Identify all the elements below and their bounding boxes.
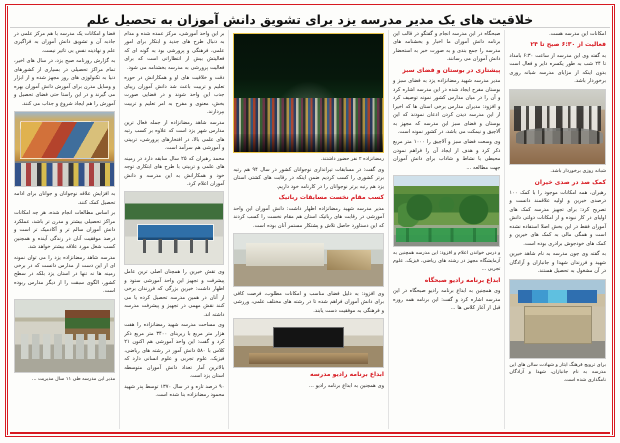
paragraph: محمد رهبران که ۲۵ سال سابقه دارد در زمینه های علمی و تربیتی با طرح های ابتکاری توجه خود و همکارانش به این مدرسه و دانش آموزان اعلام کرد. <box>124 155 225 187</box>
photo-classroom <box>233 233 384 287</box>
paragraph: به افزایش علاقه نوجوانان و جوانان برای ادامه تحصیل کمک کنند. <box>14 191 116 206</box>
paragraph: وی تقش خیرین را همچنان اصلی ترین عامل پیشرفت و تجهیز این واحد آموزشی ستود و اظهار داشت: خیرین بزرگی که فرزندان برخی از آنان در همین مدرسه تحصیل کرده یا می کنند نقش مهمی در تجهیز و پیشرفت مدرسه داشته اند. <box>124 269 225 318</box>
paragraph: وی وسعت فضای سبز و آلاچیق را ۱۰۰۰ متر مربع ذکر کرد و هدف از ایجاد آن را فراهم نمودن محیطی با نشاط و شاداب برای دانش آموزان جهت مطالعه ... <box>393 139 501 171</box>
paragraph: مدیر مدرسه شهید رمضانزاده اظهار داشت: دانش آموزان این واحد آموزشی در رقابت های رباتیک استان هم مقام نخست را کسب کردند که این دستاورد حاصل تلاش و پشتکار مستمر آنان بوده است. <box>233 205 385 229</box>
subheading: فعالیت از ۶:۳۰ صبح تا ۲۴ <box>530 41 606 49</box>
column-2 <box>388 30 504 429</box>
paragraph: بر اساس مطالعات انجام شده، هر چه امکانات مراکز تحصیلی بیشتر و مدرن تر باشد، عملکرد دانش آموزان سالم تر و آکادمیک تر است و درصد موفقیت آنان در زندگی آینده و همچنین کسب شغل مورد علاقه بیشتر خواهد شد. <box>14 210 116 251</box>
paragraph: فضا و امکانات یک مدرسه با هم مرکز علمی در جاذبه آن و تشویق دانش آموزان به فراگیری علم و نهادینه نفس بی تاثیر نیست. <box>14 31 116 54</box>
paragraph: صبحگاه در این مدرسه انجام و گفتگو در قالب این برنامه دانش آموزان ما اخبار و بخشنامه های مدرسه را جمع بندی و به صورت خبر به استحضار دانش آموزان می رسانند. <box>393 31 501 63</box>
photo-table-tennis <box>124 191 224 265</box>
photo-garden <box>393 175 500 247</box>
photo-kiosk <box>509 279 606 359</box>
photo-caption: مدیر این مدرسه طی ۱۱ سال مدیریت ... <box>31 375 116 382</box>
photo-sinks <box>509 89 606 165</box>
photo-mural-playground <box>14 111 115 187</box>
page-headline: خلاقیت های یک مدیر مدرسه یزد برای تشویق دانش آموزان به تحصیل علم <box>86 11 534 27</box>
photo-caption: رمضانزاده ۲ نفر حضور داشتند. <box>320 156 385 162</box>
article-columns <box>10 30 610 429</box>
headline-divider <box>10 27 610 28</box>
paragraph: مدیر مدرسه شهید رمضانزاده یزد به فضای سبز و بوستان مفرح ایجاد شده در این مدرسه اشاره کرد و آن را در میان مدارس کشور نمونه توصیف کرد و افزود: مدیران مدارس برخی استان ها که اخیرا از این مدرسه دیدن کردن اذعان نمودند که این بوستان و فضای سبز این مدرسه که مجهز به آلاچیق و نیمکت می باشد، در کشور نمونه است. <box>393 78 501 136</box>
paragraph: وی همچنین به ابداع برنامه رادیو صبحگاه در این مدرسه اشاره کرد و گفت: این برنامه همه روزه قبل از آغاز کلاس ها ... <box>393 288 501 312</box>
subheading: کمک صد در صدی خیران <box>534 178 606 186</box>
subheading: پیشتازی در بوستان و فضای سبز <box>402 66 501 74</box>
column-1 <box>504 30 610 429</box>
paragraph: بر این واحد آموزشی، مرکز عمده شده و مدام به دنبال طرح های جدید و ابتکار برای امور علمی، فرهنگی و پرورشی بود به گونه ای که فعالیتش بیش از انتظاراتی است که برای فعالیت پرورشی به مدرسه بخشنامه می شود. <box>124 31 225 71</box>
paragraph: وی گفت: در مسابقات تیراندازی نوجوانان کشور در سال ۹۴ هم رتبه برتر کشوری را کسب کردیم ضمن اینکه در رقابت های کشتی استان یزد هم رتبه برتر نوجوانان را در کارنامه خود داریم. <box>233 166 385 190</box>
page-bottom-rule <box>10 432 610 434</box>
paragraph: ۹۰ درصد تازه و در سال ۱۳۷۰ توسط پدر شهید محمود رمضانزاده بنا شده است. <box>124 383 225 398</box>
photo-caption: و درس خواندن اعلام و افزود: این مدرسه همچنین به آزمایشگاه مجهز در رشته های ریاضی، فیزیک، علوم تجربی ... <box>393 250 501 273</box>
paragraph: وی همچنین به ابداع برنامه رادیو ... <box>309 382 385 389</box>
photo-radio-room <box>233 318 384 368</box>
headline-container <box>9 9 611 29</box>
paragraph: وی مساحت مدرسه شهید رمضانزاده را هفت هزار متر مربع با زیربنای ۳۴۰۰ متر مربع ذکر کرد و گفت: این واحد آموزشی هم اکنون ۲۱ کلاس با ۵۸۰ دانش آموز در رشته های ریاضی، فیزیک، علوم تجربی و علوم انسانی دارد که بالاترین آمار تعداد دانش آموزان متوسطه استان یزد است. <box>124 322 225 380</box>
subheading: ابداع برنامه رادیو مدرسه <box>310 371 385 379</box>
paragraph: به گفته وی چون مدرسه به نام شاهد خیرین شهید و فرزندان شهدا و جانبازان و آزادگان در آن مشغول به تحصیل هستند. <box>509 251 606 275</box>
photo-caption: شبانه روزی برخوردار باشد. <box>550 167 606 174</box>
paragraph: به گزارش روزنامه صبح یزد، در سال های اخیر، تمام مراکز تحصیلی در بسیاری از کشورهای دنیا به تکنولوژی های روز مجهز شده و از ابزار و وسایل مدرن برای آموزش دانش آموزان بهره می گیرند و در این راستا حتی فضای تحصیل و آموزش را هم ایجاد شروع و جذاب می کنند. <box>14 58 116 107</box>
paragraph: به گفته وی این مدرسه از ساعت ۶:۳۰ بامداد تا ۲۴ شب به طور یکسره دایر و فعال است بدون اینکه از مزایای مدرسه شبانه روزی برخوردار باشد. <box>509 52 606 85</box>
paragraph: دقت و خلاقیت های او و همکارانش در حوزه تعلیم و تربیت باعث شد دانش آموزان زیبای جذب این واحد شوند و در فضایی صورت بخش، معنوی و مفرح به امر تعلیم و تربیت بپردازند. <box>124 75 225 116</box>
subheading: کسب مقام نخست مسابقات رباتیک <box>278 194 385 202</box>
photo-caption: برای ترویج فرهنگ ایثار و شهادت سالن های این مدرسه به نام جانبازان، شهدا و آزادگان نامگذاری شده است. <box>509 361 606 384</box>
column-5 <box>10 30 119 429</box>
subheading: ابداع برنامه رادیو صبحگاه <box>424 276 501 284</box>
photo-washbasins <box>14 299 115 373</box>
paragraph: وی افزود: به دلیل فضای مناسب و امکانات مطلوب، فرصت کافی برای دانش آموزان فراهم شده تا در رشته های مختلف علمی، ورزشی و فرهنگی به موفقیت دست یابند. <box>233 290 385 314</box>
paragraph: رهبران، همه امکانات موجود را با کمک ۱۰۰ درصدی خیرین و اولیه علاقمند دانست و تصریح کرد: برای تجهیز مدرسه کمک های اولیای در کار نبوده و از امکانات دولتی دانش آموزان فقط در این بخش اصلا استفاده نشده است و همگی مالی به کمک های خیرین و کمک های خودجوش برادری بوده است. <box>509 189 606 247</box>
column-4 <box>119 30 228 429</box>
paragraph: امکانات این مدرسه هست. <box>549 31 606 37</box>
column-3 <box>228 30 388 429</box>
photo-group-students <box>233 33 384 153</box>
paragraph: مدرسه شاهد رمضانزاده از جمله فعال ترین مدارس شهر یزد است که علاوه بر کسب رتبه های علمی بالا، در افتخارهای پرورشی، تربیتی و آموزشی هم سرآمد است. <box>124 119 225 152</box>
paragraph: مدرسه شاهد رمضانزاده یزد را می توان نمونه ای از این دست از مدارس دانست که در برخی زمینه ها نه تنها در استان یزد بلکه در سطح کشور، الگوی سبقت را از دیگر مدارس ربوده است. <box>14 254 116 295</box>
